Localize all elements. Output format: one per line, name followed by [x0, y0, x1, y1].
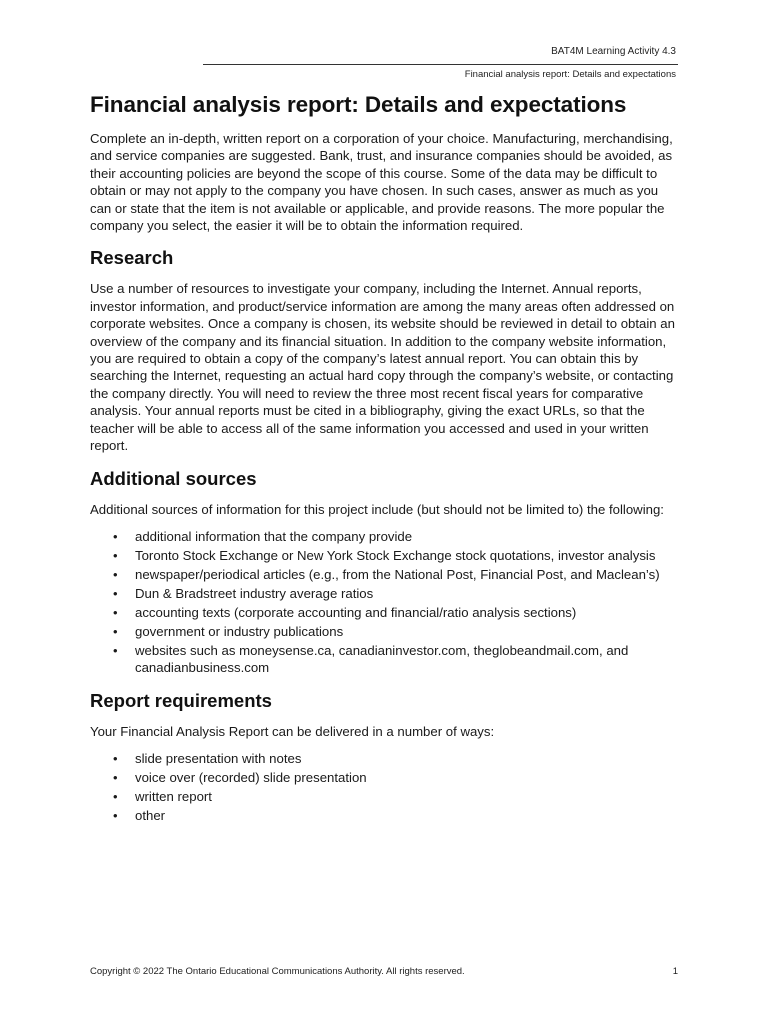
- list-item: • slide presentation with notes: [113, 751, 302, 767]
- bullet-icon: •: [113, 770, 118, 786]
- bullet-icon: •: [113, 566, 118, 582]
- list-item: • websites such as moneysense.ca, canadianinvestor.com, theglobeandmail.com, and canadianbusiness.com: [113, 642, 629, 676]
- list-item: • additional information that the company provide: [113, 528, 413, 544]
- intro-paragraph: Complete an in-depth, written report on a corporation of your choice. Manufacturing, merchandising, and service companies are suggested. Bank, trust, and insurance companies should be avoided, as their accounting policies are beyond the scope of this course. Some of the data may be difficult to obtain or may not apply to the company you have chosen. In such cases, answer as much as you can or state that the item is not available or applicable, and provide reasons. The more popular the company you select, the easier it will be to obtain the information required.: [90, 131, 673, 234]
- header-course-label: BAT4M Learning Activity 4.3: [551, 46, 676, 57]
- footer-copyright: Copyright © 2022 The Ontario Educational Communications Authority. All rights reserved.: [90, 966, 465, 977]
- list-item: • government or industry publications: [113, 623, 344, 639]
- additional-sources-intro: Additional sources of information for this project include (but should not be limited to) the following:: [90, 501, 664, 517]
- list-item: • written report: [113, 789, 212, 805]
- bullet-icon: •: [113, 547, 118, 563]
- list-item: • Toronto Stock Exchange or New York Stock Exchange stock quotations, investor analysis: [113, 547, 656, 563]
- additional-sources-heading: Additional sources: [90, 467, 257, 489]
- bullet-icon: •: [113, 585, 118, 601]
- list-item: • newspaper/periodical articles (e.g., from the National Post, Financial Post, and Maclean’s): [113, 566, 660, 582]
- list-item: • voice over (recorded) slide presentation: [113, 770, 367, 786]
- bullet-icon: •: [113, 528, 118, 544]
- bullet-icon: •: [113, 623, 118, 639]
- document-body: [90, 90, 678, 835]
- header-divider: [203, 64, 678, 65]
- bullet-icon: •: [113, 808, 118, 824]
- bullet-icon: •: [113, 642, 118, 658]
- research-heading: Research: [90, 247, 174, 269]
- additional-sources-list: [90, 528, 678, 677]
- list-item: • other: [113, 808, 166, 824]
- list-item: • accounting texts (corporate accounting and financial/ratio analysis sections): [113, 604, 577, 620]
- bullet-icon: •: [113, 604, 118, 620]
- page-title: Financial analysis report: Details and expectations: [90, 92, 627, 117]
- bullet-icon: •: [113, 751, 118, 767]
- report-requirements-heading: Report requirements: [90, 689, 272, 711]
- bullet-icon: •: [113, 789, 118, 805]
- report-requirements-intro: Your Financial Analysis Report can be delivered in a number of ways:: [90, 723, 495, 739]
- research-paragraph: Use a number of resources to investigate your company, including the Internet. Annual reports, investor information, and product/service information are among the many areas often addressed on corporate websites. Once a company is chosen, its website should be reviewed in detail to obtain an overview of the company and its financial situation. In addition to the company website information, you are required to obtain a copy of the company’s latest annual report. You can obtain this by searching the Internet, requesting an actual hard copy through the company’s website, or contacting the company directly. You will need to review the three most recent fiscal years for comparative analysis. Your annual reports must be cited in a bibliography, giving the exact URLs, so that the teacher will be able to access all of the same information you accessed and used in your written report.: [90, 281, 675, 454]
- report-requirements-list: [90, 750, 678, 824]
- list-item: • Dun & Bradstreet industry average ratios: [113, 585, 374, 601]
- footer-page-number: 1: [672, 966, 678, 977]
- header-section-label: Financial analysis report: Details and expectations: [464, 69, 676, 80]
